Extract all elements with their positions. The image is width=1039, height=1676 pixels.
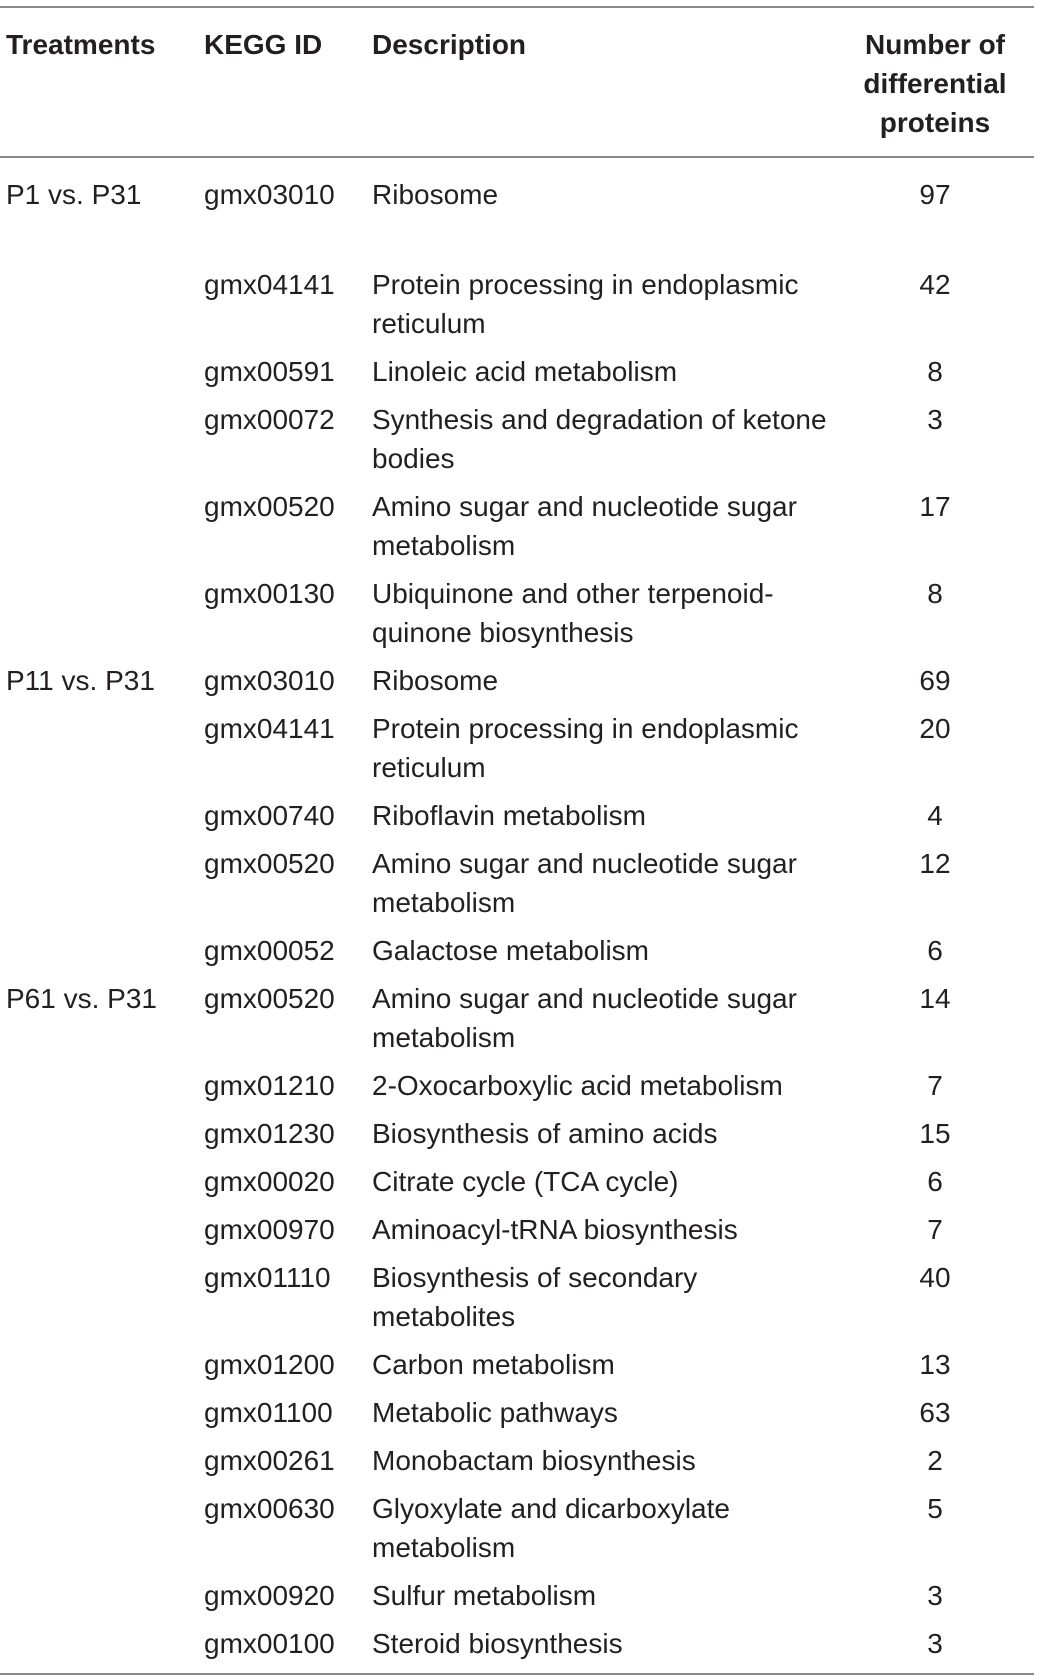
treatment-cell: P61 vs. P31 (6, 983, 157, 1014)
description-cell: Glyoxylate and dicarboxylate metabolism (372, 1493, 730, 1563)
treatment-cell (0, 574, 198, 661)
description-cell: Ribosome (372, 179, 499, 210)
table-row (0, 1114, 1034, 1162)
treatment-cell (0, 1258, 198, 1345)
description-cell: Steroid biosynthesis (366, 1624, 836, 1674)
kegg-id-cell: gmx01110 (204, 1262, 331, 1293)
table-row (0, 1624, 1034, 1674)
kegg-id-cell: gmx00020 (204, 1166, 335, 1197)
count-cell: 12 (919, 848, 951, 879)
description-cell: Sulfur metabolism (372, 1580, 597, 1611)
table-header (0, 7, 1034, 157)
kegg-id-cell: gmx01200 (204, 1349, 335, 1380)
kegg-id-cell: gmx04141 (204, 713, 335, 744)
treatment-cell: P11 vs. P31 (6, 665, 155, 696)
count-cell: 8 (927, 356, 943, 387)
row-spacer (0, 223, 1034, 265)
treatment-cell (0, 1441, 198, 1489)
count-cell: 14 (919, 983, 951, 1014)
treatment-cell (0, 1162, 198, 1210)
count-cell: 5 (927, 1493, 943, 1524)
table-row (0, 1345, 1034, 1393)
header-row (0, 7, 1034, 157)
description-cell: Amino sugar and nucleotide sugar metabolism (372, 491, 797, 561)
table-row (0, 157, 1034, 223)
table-row (0, 1162, 1034, 1210)
kegg-id-cell: gmx01230 (204, 1118, 335, 1149)
table-row (0, 1576, 1034, 1624)
kegg-id-cell: gmx01100 (204, 1397, 333, 1428)
table-row (0, 1441, 1034, 1489)
treatment-cell (0, 265, 198, 352)
table-row (0, 1393, 1034, 1441)
kegg-id-cell: gmx00740 (204, 800, 335, 831)
kegg-id-cell: gmx04141 (204, 269, 335, 300)
table-row (0, 1210, 1034, 1258)
kegg-id-cell: gmx00261 (204, 1445, 335, 1476)
count-cell: 20 (919, 713, 951, 744)
count-cell: 3 (836, 1624, 1034, 1674)
kegg-id-cell: gmx00920 (204, 1580, 335, 1611)
description-cell: Carbon metabolism (372, 1349, 615, 1380)
treatment-cell (0, 352, 198, 400)
kegg-id-cell: gmx00630 (204, 1493, 335, 1524)
description-cell: Aminoacyl-tRNA biosynthesis (372, 1214, 738, 1245)
count-cell: 63 (919, 1397, 951, 1428)
count-cell: 4 (927, 800, 943, 831)
table-row (0, 352, 1034, 400)
kegg-pathway-table (0, 6, 1034, 1675)
kegg-id-cell: gmx01210 (204, 1070, 335, 1101)
count-cell: 69 (919, 665, 951, 696)
header-treatments: Treatments (0, 7, 198, 157)
treatment-cell (0, 1114, 198, 1162)
count-cell: 40 (919, 1262, 951, 1293)
header-kegg-id: KEGG ID (198, 7, 366, 157)
table-row (0, 574, 1034, 661)
kegg-id-cell: gmx00100 (198, 1624, 366, 1674)
description-cell: Synthesis and degradation of ketone bodies (372, 404, 827, 474)
description-cell: Linoleic acid metabolism (372, 356, 678, 387)
description-cell: Galactose metabolism (372, 935, 650, 966)
count-cell: 97 (919, 179, 951, 210)
description-cell: Protein processing in endoplasmic reticulum (372, 269, 799, 339)
description-cell: Ubiquinone and other terpenoid-quinone biosynthesis (372, 578, 774, 648)
kegg-id-cell: gmx00591 (204, 356, 335, 387)
table-body (0, 157, 1034, 1674)
treatment-cell (0, 709, 198, 796)
kegg-id-cell: gmx03010 (204, 179, 335, 210)
description-cell: Citrate cycle (TCA cycle) (372, 1166, 679, 1197)
treatment-cell (0, 796, 198, 844)
treatment-cell (0, 1489, 198, 1576)
description-cell: Monobactam biosynthesis (372, 1445, 696, 1476)
description-cell: Biosynthesis of secondary metabolites (372, 1262, 698, 1332)
count-cell: 8 (927, 578, 943, 609)
header-description: Description (366, 7, 836, 157)
header-count: Number of differential proteins (836, 7, 1034, 157)
table-row (0, 979, 1034, 1066)
treatment-cell (0, 931, 198, 979)
kegg-id-cell: gmx00970 (204, 1214, 335, 1245)
description-cell: Ribosome (372, 665, 499, 696)
table-row (0, 265, 1034, 352)
description-cell: Amino sugar and nucleotide sugar metabolism (372, 848, 797, 918)
count-cell: 3 (927, 1580, 943, 1611)
table-row (0, 487, 1034, 574)
count-cell: 13 (919, 1349, 951, 1380)
table-row (0, 661, 1034, 709)
kegg-id-cell: gmx00520 (204, 491, 335, 522)
treatment-cell (0, 844, 198, 931)
count-cell: 2 (927, 1445, 943, 1476)
kegg-id-cell: gmx00052 (204, 935, 335, 966)
kegg-id-cell: gmx00520 (204, 848, 335, 879)
table-row (0, 1066, 1034, 1114)
kegg-id-cell: gmx00072 (204, 404, 335, 435)
count-cell: 6 (927, 935, 943, 966)
description-cell: Metabolic pathways (372, 1397, 618, 1428)
count-cell: 7 (927, 1070, 943, 1101)
spacer-cell (0, 223, 1034, 265)
count-cell: 7 (927, 1214, 943, 1245)
table-row (0, 931, 1034, 979)
count-cell: 3 (927, 404, 943, 435)
description-cell: Protein processing in endoplasmic reticulum (372, 713, 799, 783)
table-row (0, 796, 1034, 844)
table-row (0, 1258, 1034, 1345)
kegg-id-cell: gmx00130 (204, 578, 335, 609)
count-cell: 15 (919, 1118, 951, 1149)
description-cell: Amino sugar and nucleotide sugar metabolism (372, 983, 797, 1053)
count-cell: 6 (927, 1166, 943, 1197)
treatment-cell (0, 1345, 198, 1393)
treatment-cell (0, 1576, 198, 1624)
table-row (0, 844, 1034, 931)
table-row (0, 1489, 1034, 1576)
treatment-cell (0, 1393, 198, 1441)
kegg-id-cell: gmx03010 (204, 665, 335, 696)
treatment-cell (0, 400, 198, 487)
description-cell: Biosynthesis of amino acids (372, 1118, 718, 1149)
count-cell: 42 (919, 269, 951, 300)
treatment-cell (0, 487, 198, 574)
description-cell: 2-Oxocarboxylic acid metabolism (372, 1070, 783, 1101)
table-row (0, 709, 1034, 796)
kegg-id-cell: gmx00520 (204, 983, 335, 1014)
treatment-cell (0, 1624, 198, 1674)
treatment-cell (0, 1066, 198, 1114)
description-cell: Riboflavin metabolism (372, 800, 646, 831)
treatment-cell: P1 vs. P31 (6, 179, 142, 210)
table-row (0, 400, 1034, 487)
count-cell: 17 (919, 491, 951, 522)
treatment-cell (0, 1210, 198, 1258)
